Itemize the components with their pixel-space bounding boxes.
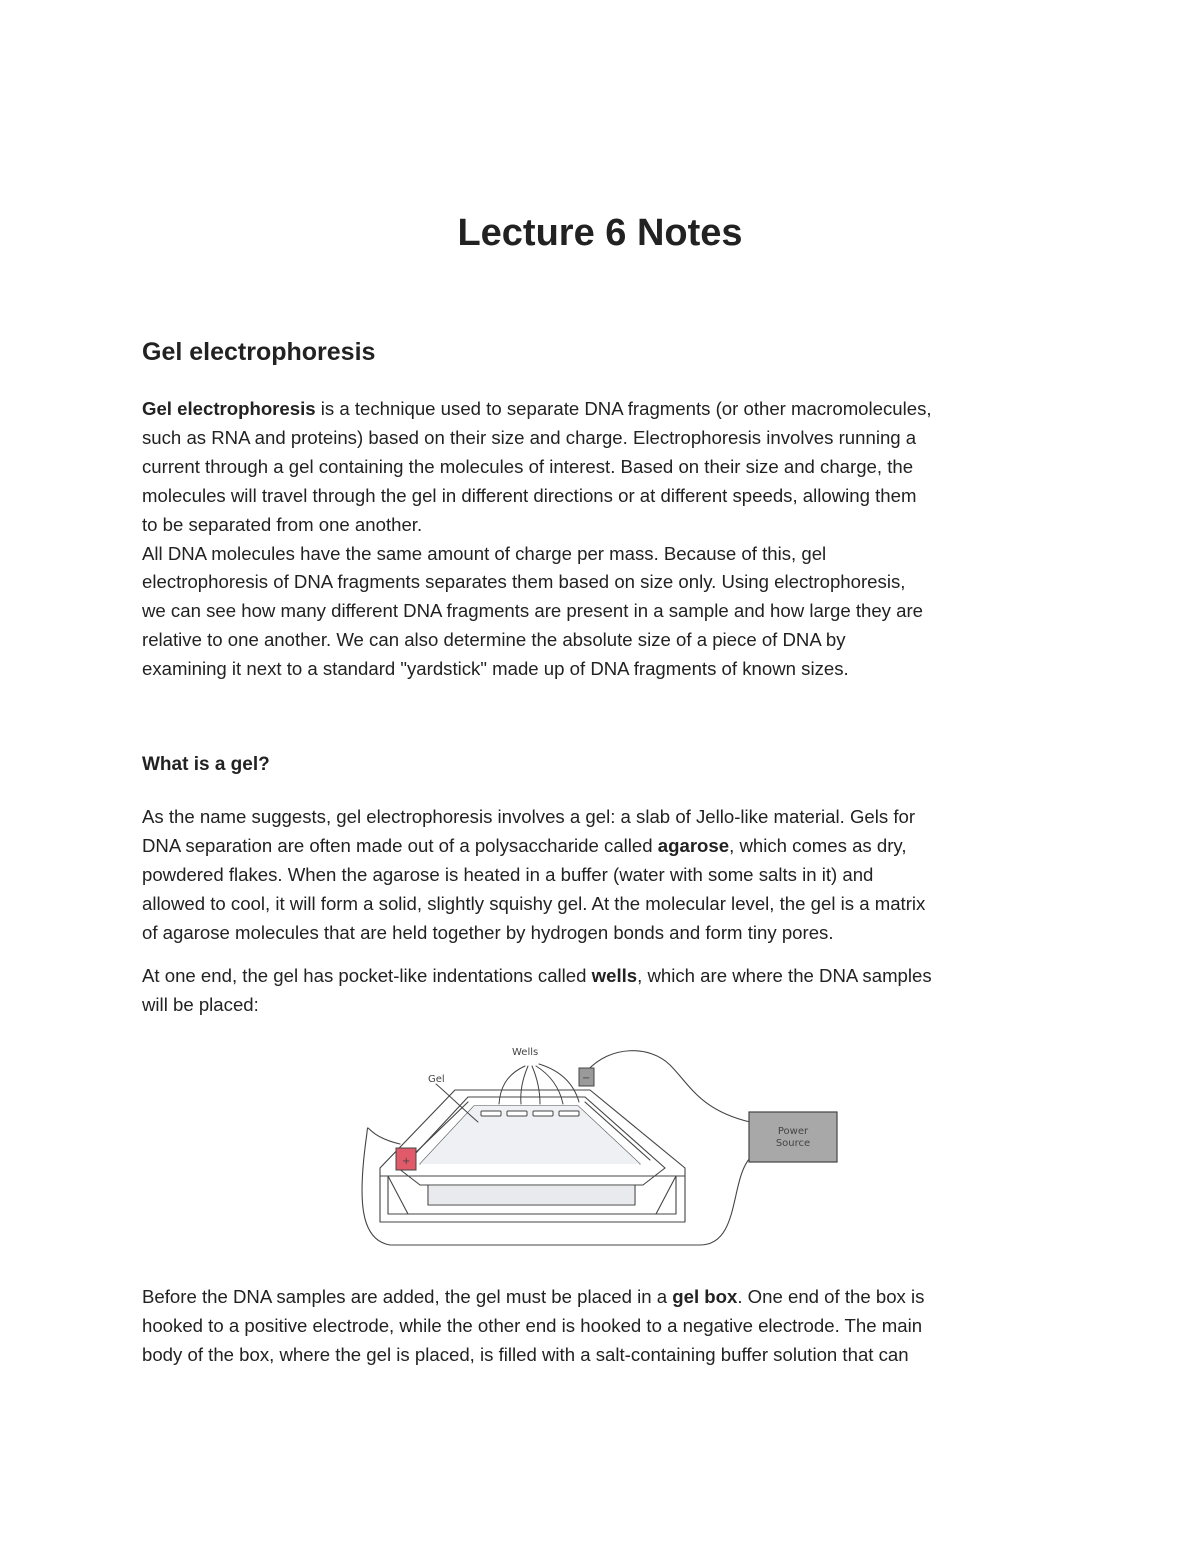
text-line: relative to one another. We can also determine the absolute size of a piece of DNA by [142, 629, 846, 651]
bold-term: gel box [672, 1286, 738, 1307]
text-line [142, 395, 1077, 424]
page-title: Lecture 6 Notes [457, 212, 743, 254]
text-span: , which comes as dry, [729, 834, 907, 856]
box-end-left [388, 1176, 408, 1214]
bold-term: Gel electrophoresis [142, 398, 316, 419]
arrow [532, 1066, 540, 1104]
well [481, 1111, 501, 1116]
subheading: What is a gel? [142, 754, 270, 775]
power-source-box [749, 1112, 837, 1162]
wells-paragraph [142, 962, 1077, 1020]
text-line: powdered flakes. When the agarose is heated in a buffer (water with some salts in it) and [142, 863, 874, 885]
text-line: such as RNA and proteins) based on their size and charge. Electrophoresis involves running a [142, 426, 917, 448]
text-span: At one end, the gel has pocket-like indentations called [142, 965, 592, 986]
text-line: body of the box, where the gel is placed, is filled with a salt-containing buffer solution that can [142, 1343, 909, 1365]
bold-term: wells [591, 965, 638, 986]
text-line: molecules will travel through the gel in different directions or at different speeds, allowing them [142, 484, 917, 506]
text-line: hooked to a positive electrode, while the other end is hooked to a negative electrode. The main [142, 1314, 923, 1336]
section-heading: Gel electrophoresis [142, 338, 376, 366]
well [559, 1111, 579, 1116]
power-source-label: Source [775, 1138, 811, 1149]
negative-label: − [582, 1073, 591, 1084]
bold-term: agarose [657, 834, 730, 856]
gel-slab [420, 1106, 640, 1164]
gel-paragraph [142, 803, 1077, 948]
text-line [142, 1283, 1077, 1312]
text-line: electrophoresis of DNA fragments separates them based on size only. Using electrophoresis, [142, 571, 906, 593]
box-end-right [656, 1176, 676, 1214]
gel-label: Gel [428, 1074, 445, 1085]
gel-box-paragraph [142, 1283, 1077, 1370]
gel-front-fill [429, 1186, 634, 1204]
positive-label: + [402, 1156, 411, 1167]
text-line: will be placed: [142, 993, 259, 1015]
arrow [539, 1064, 579, 1102]
text-line: to be separated from one another. [142, 513, 423, 535]
wells-label: Wells [512, 1047, 539, 1058]
well [533, 1111, 553, 1116]
text-span: . One end of the box is [737, 1286, 925, 1307]
text-line: of agarose molecules that are held together by hydrogen bonds and form tiny pores. [142, 921, 834, 943]
text-line [142, 832, 1077, 861]
wire-negative [587, 1051, 750, 1122]
text-line: we can see how many different DNA fragments are present in a sample and how large they are [142, 600, 924, 622]
text-span: DNA separation are often made out of a polysaccharide called [142, 834, 658, 856]
well [507, 1111, 527, 1116]
text-line: current through a gel containing the molecules of interest. Based on their size and charge, the [142, 455, 914, 477]
text-line: All DNA molecules have the same amount of charge per mass. Because of this, gel [142, 542, 827, 564]
text-span: Before the DNA samples are added, the gel must be placed in a [142, 1286, 673, 1307]
arrow [521, 1066, 528, 1104]
text-line: allowed to cool, it will form a solid, slightly squishy gel. At the molecular level, the gel is a matrix [142, 892, 926, 914]
text-line [142, 962, 1077, 991]
text-span: is a technique used to separate DNA fragments (or other macromolecules, [315, 398, 932, 419]
gel-box-diagram [360, 1040, 845, 1255]
intro-paragraph [142, 395, 1077, 684]
text-span: , which are where the DNA samples [637, 965, 932, 986]
text-line: As the name suggests, gel electrophoresis involves a gel: a slab of Jello-like material. Gels for [142, 806, 916, 827]
power-source-label: Power [777, 1126, 809, 1137]
text-line: examining it next to a standard "yardstick" made up of DNA fragments of known sizes. [142, 658, 849, 680]
